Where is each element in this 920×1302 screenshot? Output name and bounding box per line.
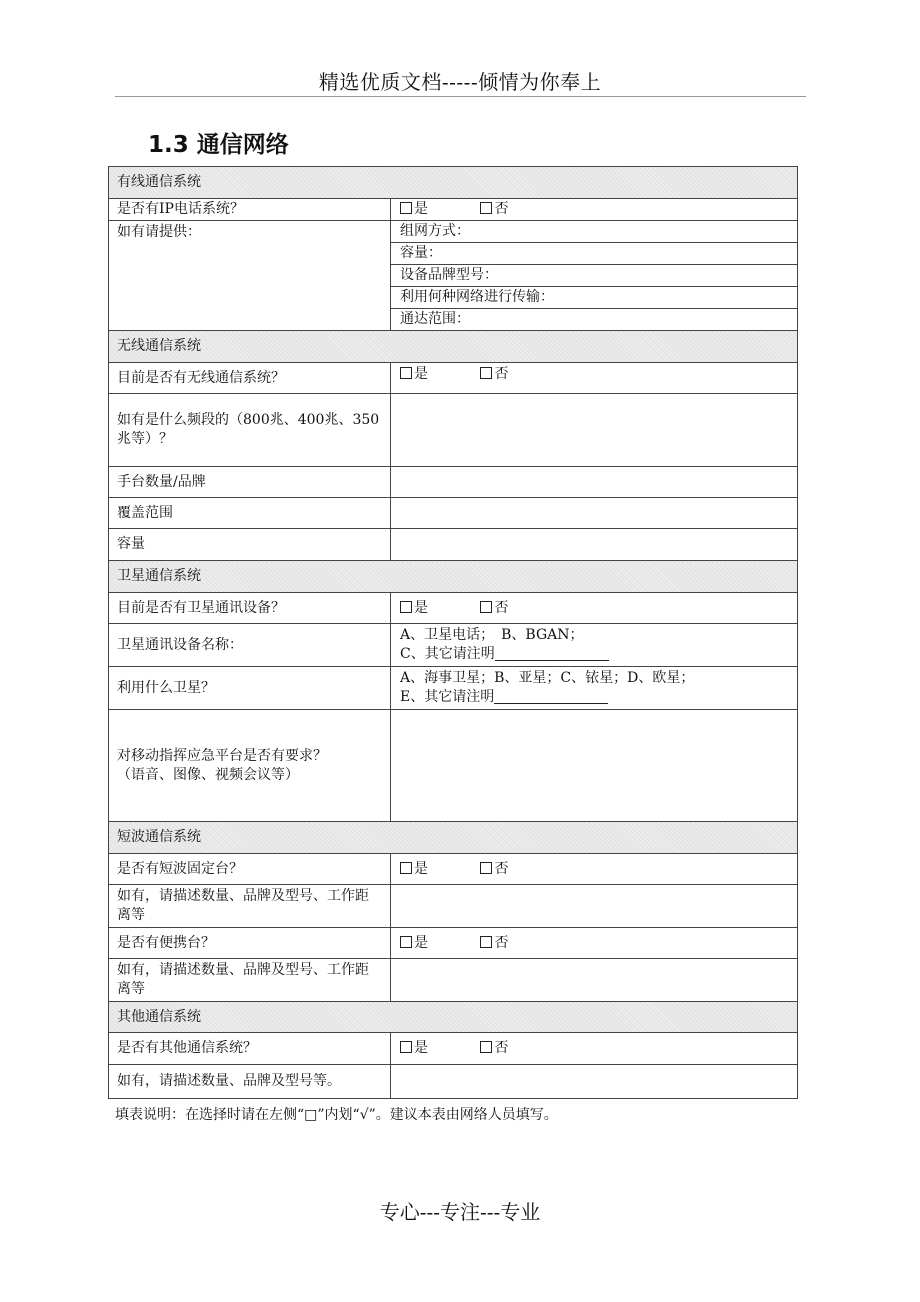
option-no-label: 否 bbox=[494, 1040, 509, 1056]
shortwave-section-header: 短波通信系统 bbox=[109, 822, 798, 854]
platform-answer[interactable] bbox=[391, 710, 798, 822]
ip-phone-options bbox=[391, 199, 798, 221]
option-yes-label: 是 bbox=[414, 366, 428, 382]
band-question: 如有是什么频段的（800兆、400兆、350兆等）？ bbox=[109, 394, 391, 467]
shortwave-fixed-question: 是否有短波固定台？ bbox=[109, 854, 391, 885]
checkbox-no[interactable] bbox=[480, 601, 492, 613]
capacity-label: 容量 bbox=[109, 529, 391, 561]
field-capacity[interactable]: 容量： bbox=[391, 243, 798, 265]
other-describe: 如有，请描述数量、品牌及型号等。 bbox=[109, 1065, 391, 1099]
checkbox-yes[interactable] bbox=[400, 862, 412, 874]
header-divider bbox=[115, 96, 806, 97]
platform-question bbox=[109, 710, 391, 822]
device-options-line2: C、其它请注明 bbox=[400, 646, 495, 662]
page-footer: 专心---专注---专业 bbox=[379, 1200, 541, 1224]
sat-other-blank[interactable] bbox=[494, 689, 608, 704]
satellite-section-header: 卫星通信系统 bbox=[109, 561, 798, 593]
option-yes-label: 是 bbox=[414, 201, 428, 217]
device-options-line1: A、卫星电话； B、BGAN； bbox=[400, 627, 584, 643]
option-yes-label: 是 bbox=[414, 934, 428, 951]
fill-instructions: 填表说明：在选择时请在左侧“□”内划“√”。建议本表由网络人员填写。 bbox=[115, 1107, 558, 1123]
checkbox-yes[interactable] bbox=[400, 601, 412, 613]
wireless-options bbox=[391, 363, 798, 394]
checkbox-no[interactable] bbox=[480, 367, 492, 379]
satellite-device-options bbox=[391, 624, 798, 667]
option-yes-label: 是 bbox=[414, 860, 428, 877]
option-no-label: 否 bbox=[494, 366, 509, 382]
satellite-device-name-label: 卫星通讯设备名称： bbox=[109, 624, 391, 667]
communication-network-form bbox=[108, 166, 798, 1099]
field-coverage-range[interactable]: 通达范围： bbox=[391, 309, 798, 331]
platform-question-line2: （语音、图像、视频会议等） bbox=[117, 766, 299, 783]
checkbox-yes[interactable] bbox=[400, 367, 412, 379]
portable-options bbox=[391, 928, 798, 959]
shortwave-fixed-options bbox=[391, 854, 798, 885]
checkbox-yes[interactable] bbox=[400, 1041, 412, 1053]
option-no-label: 否 bbox=[494, 860, 509, 877]
sat-options-line1: A、海事卫星；B、亚星；C、铱星；D、欧星； bbox=[400, 670, 695, 686]
option-no-label: 否 bbox=[494, 201, 509, 217]
page-header: 精选优质文档-----倾情为你奉上 bbox=[318, 70, 602, 94]
option-no-label: 否 bbox=[494, 934, 509, 951]
ip-phone-question: 是否有IP电话系统？ bbox=[109, 199, 391, 221]
wireless-question: 目前是否有无线通信系统？ bbox=[109, 363, 391, 394]
checkbox-yes[interactable] bbox=[400, 936, 412, 948]
option-yes-label: 是 bbox=[414, 599, 428, 616]
capacity-answer[interactable] bbox=[391, 529, 798, 561]
option-yes-label: 是 bbox=[414, 1040, 428, 1056]
wired-section-header: 有线通信系统 bbox=[109, 167, 798, 199]
shortwave-fixed-describe: 如有，请描述数量、品牌及型号、工作距离等 bbox=[109, 885, 391, 928]
coverage-label: 覆盖范围 bbox=[109, 498, 391, 529]
sat-options-line2: E、其它请注明 bbox=[400, 689, 495, 705]
which-satellite-label: 利用什么卫星？ bbox=[109, 667, 391, 710]
checkbox-yes[interactable] bbox=[400, 202, 412, 214]
satellite-type-options bbox=[391, 667, 798, 710]
handset-label: 手台数量/品牌 bbox=[109, 467, 391, 498]
coverage-answer[interactable] bbox=[391, 498, 798, 529]
satellite-question: 目前是否有卫星通讯设备？ bbox=[109, 593, 391, 624]
checkbox-no[interactable] bbox=[480, 936, 492, 948]
option-no-label: 否 bbox=[494, 599, 509, 616]
band-answer[interactable] bbox=[391, 394, 798, 467]
other-section-header: 其他通信系统 bbox=[109, 1002, 798, 1033]
wireless-section-header: 无线通信系统 bbox=[109, 331, 798, 363]
other-question: 是否有其他通信系统？ bbox=[109, 1033, 391, 1065]
checkbox-no[interactable] bbox=[480, 202, 492, 214]
portable-describe: 如有，请描述数量、品牌及型号、工作距离等 bbox=[109, 959, 391, 1002]
other-answer[interactable] bbox=[391, 1065, 798, 1099]
field-network-mode[interactable]: 组网方式： bbox=[391, 221, 798, 243]
field-device-model[interactable]: 设备品牌型号： bbox=[391, 265, 798, 287]
platform-question-line1: 对移动指挥应急平台是否有要求？ bbox=[117, 747, 327, 764]
other-options bbox=[391, 1033, 798, 1065]
checkbox-no[interactable] bbox=[480, 1041, 492, 1053]
handset-answer[interactable] bbox=[391, 467, 798, 498]
device-other-blank[interactable] bbox=[495, 646, 609, 661]
section-title: 1.3 通信网络 bbox=[148, 132, 289, 158]
satellite-options bbox=[391, 593, 798, 624]
portable-question: 是否有便携台？ bbox=[109, 928, 391, 959]
shortwave-fixed-answer[interactable] bbox=[391, 885, 798, 928]
provide-label: 如有请提供： bbox=[109, 221, 391, 331]
checkbox-no[interactable] bbox=[480, 862, 492, 874]
field-transmission-network[interactable]: 利用何种网络进行传输： bbox=[391, 287, 798, 309]
portable-answer[interactable] bbox=[391, 959, 798, 1002]
